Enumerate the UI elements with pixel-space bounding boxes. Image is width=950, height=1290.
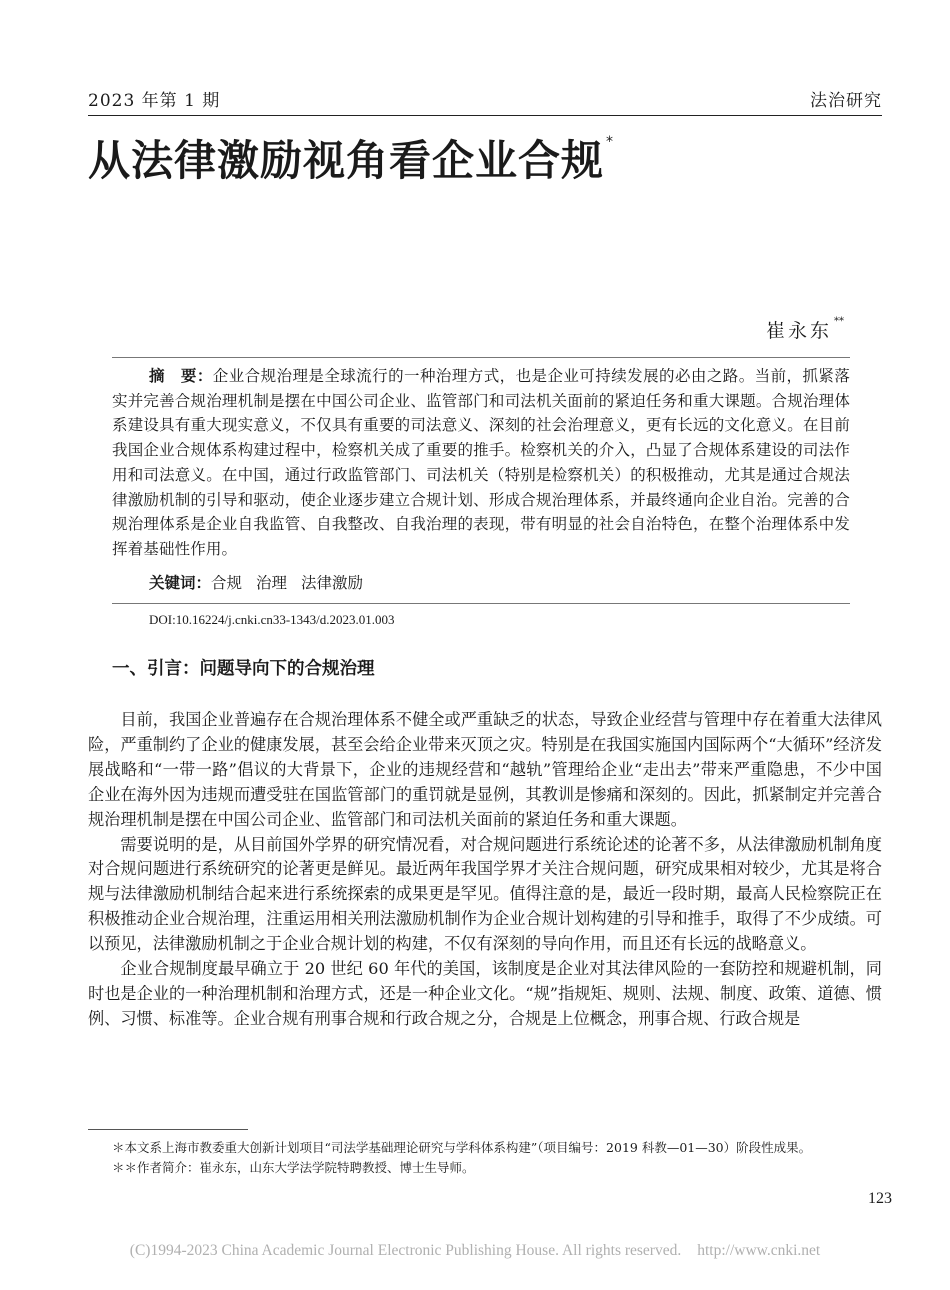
keyword-item: 治理	[256, 574, 288, 592]
title-footnote-mark: *	[606, 134, 615, 150]
abstract-top-rule	[112, 357, 850, 358]
article-title-text: 从法律激励视角看企业合规	[88, 136, 605, 185]
cnki-link[interactable]: http://www.cnki.net	[697, 1242, 821, 1259]
doi[interactable]: DOI:10.16224/j.cnki.cn33-1343/d.2023.01.003	[149, 612, 395, 627]
keyword-item: 合规	[211, 574, 243, 592]
footnote-funding: ＊本文系上海市教委重大创新计划项目“司法学基础理论研究与学科体系构建”（项目编号：2019 科教—01—30）阶段性成果。	[112, 1140, 812, 1155]
keyword-item: 法律激励	[301, 574, 364, 592]
journal-name: 法治研究	[810, 91, 882, 111]
abstract-bottom-rule	[112, 603, 850, 604]
section-heading: 一、引言：问题导向下的合规治理	[112, 659, 375, 679]
article-title	[88, 128, 614, 188]
abstract	[112, 364, 850, 562]
copyright-text: (C)1994-2023 China Academic Journal Electronic Publishing House. All rights reserved.	[129, 1242, 682, 1259]
abstract-text: 企业合规治理是全球流行的一种治理方式，也是企业可持续发展的必由之路。当前，抓紧落实并完善合规治理机制是摆在中国公司企业、监管部门和司法机关面前的紧迫任务和重大课题。合规治理体系建设具有重大现实意义，不仅具有重要的司法意义、深刻的社会治理意义，更有长远的文化意义。在目前我国企业合规体系构建过程中，检察机关成了重要的推手。检察机关的介入，凸显了合规体系建设的司法作用和司法意义。在中国，通过行政监管部门、司法机关（特别是检察机关）的积极推动，尤其是通过合规法律激励机制的引导和驱动，使企业逐步建立合规计划、形成合规治理体系，并最终通向企业自治。完善的合规治理体系是企业自我监管、自我整改、自我治理的表现，带有明显的社会自治特色，在整个治理体系中发挥着基础性作用。	[112, 367, 850, 558]
footnotes	[112, 1138, 872, 1178]
copyright-watermark	[0, 1242, 950, 1260]
header-divider	[88, 115, 882, 116]
body-paragraph: 目前，我国企业普遍存在合规治理体系不健全或严重缺乏的状态，导致企业经营与管理中存在着重大法律风险，严重制约了企业的健康发展，甚至会给企业带来灭顶之灾。特别是在我国实施国内国际两个“大循环”经济发展战略和“一带一路”倡议的大背景下，企业的违规经营和“越轨”管理给企业“走出去”带来严重隐患，不少中国企业在海外因为违规而遭受驻在国监管部门的重罚就是显例，其教训是惨痛和深刻的。因此，抓紧制定并完善合规治理机制是摆在中国公司企业、监管部门和司法机关面前的紧迫任务和重大课题。	[88, 710, 882, 829]
body-paragraph: 需要说明的是，从目前国外学界的研究情况看，对合规问题进行系统论述的论著不多，从法律激励机制角度对合规问题进行系统研究的论著更是鲜见。最近两年我国学界才关注合规问题，研究成果相对较少，尤其是将合规与法律激励机制结合起来进行系统探索的成果更是罕见。值得注意的是，最近一段时期，最高人民检察院正在积极推动企业合规治理，注重运用相关刑法激励机制作为企业合规计划构建的引导和推手，取得了不少成绩。可以预见，法律激励机制之于企业合规计划的构建，不仅有深刻的导向作用，而且还有长远的战略意义。	[88, 834, 882, 954]
author-footnote-mark: **	[834, 316, 844, 327]
author	[766, 316, 844, 343]
keywords-label: 关键词：	[149, 574, 212, 592]
page-number: 123	[868, 1190, 892, 1207]
footnote-author: ＊＊作者简介：崔永东，山东大学法学院特聘教授、博士生导师。	[112, 1160, 475, 1175]
body-paragraph: 企业合规制度最早确立于 20 世纪 60 年代的美国，该制度是企业对其法律风险的一套防控和规避机制，同时也是企业的一种治理机制和治理方式，还是一种企业文化。“规”指规矩、规则、法规、制度、政策、道德、惯例、习惯、标准等。企业合规有刑事合规和行政合规之分，合规是上位概念，刑事合规、行政合规是	[88, 959, 882, 1028]
abstract-label: 摘 要：	[149, 367, 213, 385]
journal-issue: 2023 年第 1 期	[88, 91, 221, 111]
footnote-divider	[88, 1129, 248, 1130]
keywords	[149, 571, 377, 593]
author-name: 崔永东	[765, 320, 832, 342]
article-body	[88, 708, 882, 1032]
